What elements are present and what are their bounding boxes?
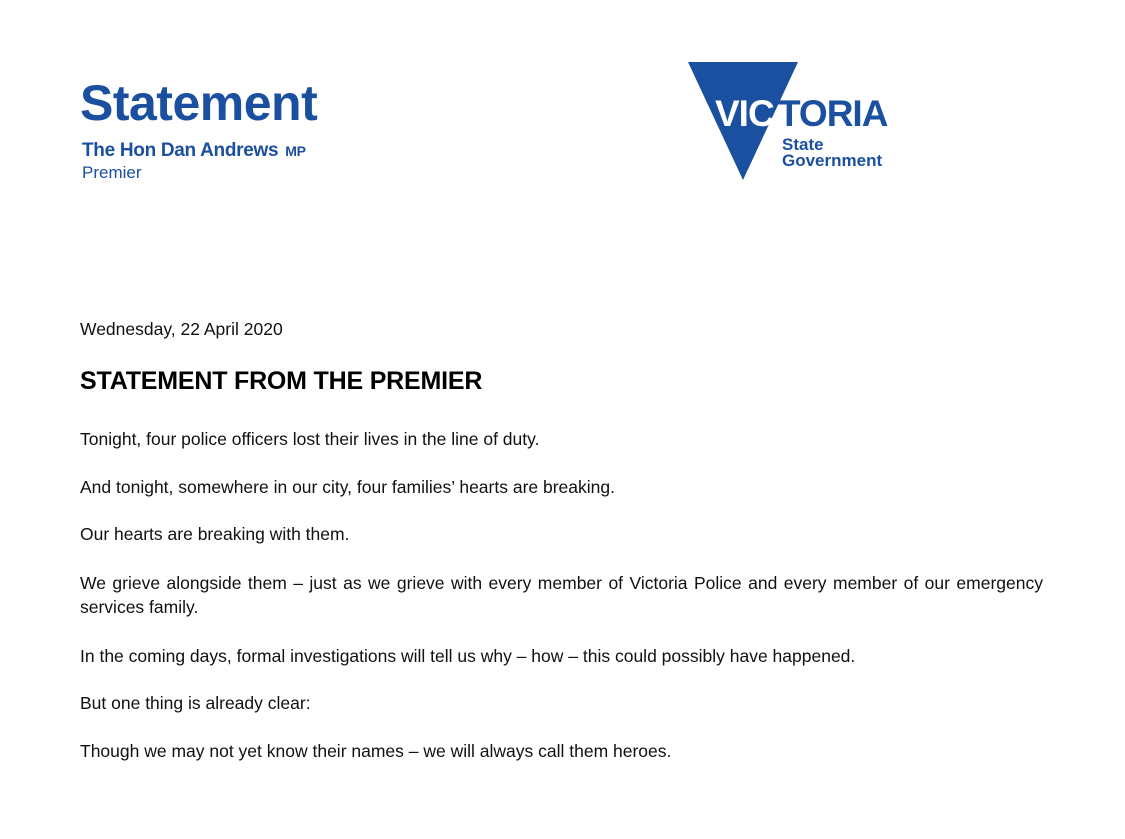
minister-suffix: MP bbox=[285, 143, 306, 159]
paragraph: In the coming days, formal investigations will tell us why – how – this could possibly have happened. bbox=[80, 646, 856, 666]
paragraph: And tonight, somewhere in our city, four families’ hearts are breaking. bbox=[80, 477, 615, 497]
logo-wordmark-right: TORIA bbox=[778, 93, 888, 134]
statement-title: Statement bbox=[80, 75, 318, 131]
logo-wordmark-left: VIC bbox=[715, 93, 774, 134]
paragraph: But one thing is already clear: bbox=[80, 693, 311, 713]
paragraph: Our hearts are breaking with them. bbox=[80, 524, 350, 544]
paragraph: We grieve alongside them – just as we grieve with every member of Victoria Police and every member of our emergency services family. bbox=[80, 573, 1043, 617]
logo-subtitle-line1: State bbox=[782, 135, 824, 154]
paragraph: Tonight, four police officers lost their lives in the line of duty. bbox=[80, 429, 540, 449]
paragraph: Though we may not yet know their names – we will always call them heroes. bbox=[80, 741, 672, 761]
statement-date: Wednesday, 22 April 2020 bbox=[80, 319, 283, 339]
minister-role: Premier bbox=[82, 163, 142, 182]
logo-subtitle-line2: Government bbox=[782, 151, 883, 170]
minister-name bbox=[82, 141, 306, 160]
victoria-state-government-logo bbox=[686, 60, 900, 182]
statement-heading: STATEMENT FROM THE PREMIER bbox=[80, 367, 483, 395]
minister-name-text: The Hon Dan Andrews bbox=[82, 140, 279, 161]
